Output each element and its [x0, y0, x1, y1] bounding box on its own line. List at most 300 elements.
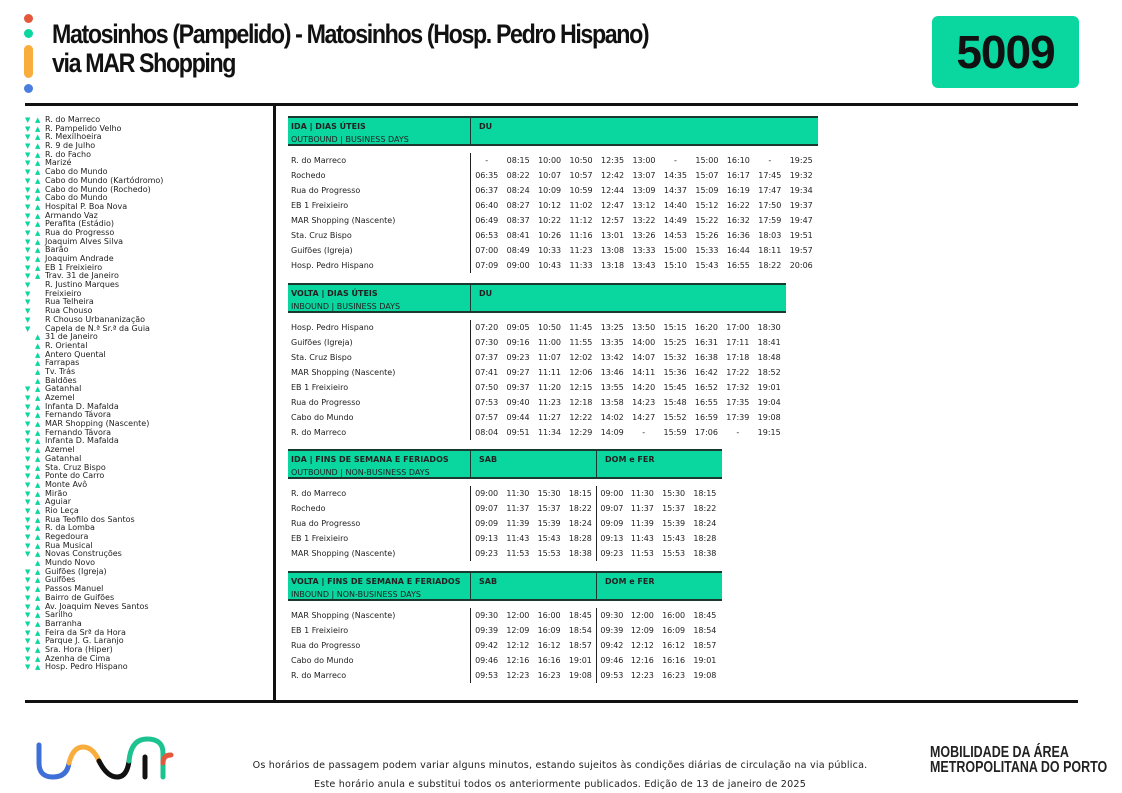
departure-time: 17:35	[726, 398, 750, 407]
table-row	[288, 623, 722, 638]
departure-time: -	[736, 428, 740, 437]
departure-time: 11:43	[506, 534, 530, 543]
stop-name: R. do Marreco	[288, 425, 471, 440]
departure-time: 09:27	[506, 368, 530, 377]
stop-name: 31 de Janeiro	[45, 332, 98, 342]
departure-time: 14:40	[663, 201, 687, 210]
inbound-arrow-icon: ▲	[35, 637, 41, 646]
departure-time: 17:50	[758, 201, 782, 210]
table-header	[288, 283, 786, 313]
stop-name: Guifões (Igreja)	[45, 566, 107, 576]
outbound-arrow-icon	[25, 368, 35, 377]
departure-time: 18:48	[757, 353, 781, 362]
logo-bar-orange	[24, 45, 33, 78]
table-row	[288, 425, 786, 440]
logo-dot-red	[24, 14, 33, 23]
departure-time: 18:15	[568, 489, 592, 498]
outbound-arrow-icon: ▼	[25, 194, 31, 203]
departure-time: 19:37	[789, 201, 813, 210]
stop-name: Sta. Cruz Bispo	[288, 350, 471, 365]
departure-time: 13:55	[600, 383, 624, 392]
column-divider	[273, 105, 276, 702]
stop-name: Passos Manuel	[45, 584, 104, 594]
departure-time: 16:12	[662, 641, 686, 650]
departure-time: 13:08	[601, 246, 625, 255]
departure-time: 09:40	[506, 398, 530, 407]
outbound-arrow-icon: ▼	[25, 402, 31, 411]
inbound-arrow-icon: ▲	[35, 602, 41, 611]
stop-name: Trav. 31 de Janeiro	[45, 271, 119, 281]
departure-time: 12:12	[630, 641, 654, 650]
departure-time: 15:09	[695, 186, 719, 195]
stop-name: Rochedo	[288, 501, 471, 516]
departure-time: 11:43	[630, 534, 654, 543]
departure-time: 16:31	[694, 338, 718, 347]
departure-time: 19:51	[789, 231, 813, 240]
table-row	[288, 410, 786, 425]
departure-time: 12:16	[630, 656, 654, 665]
departure-time: 11:55	[569, 338, 593, 347]
table-title: IDA | DIAS ÚTEIS	[291, 122, 366, 131]
authority-line1: MOBILIDADE DA ÁREA	[930, 744, 1069, 761]
departure-time: 15:15	[663, 323, 687, 332]
stop-name: Perafita (Estádio)	[45, 219, 114, 229]
stop-name: Azemel	[45, 445, 75, 455]
departure-time: 07:20	[475, 323, 499, 332]
inbound-arrow-icon: ▲	[35, 168, 41, 177]
inbound-arrow-icon: ▲	[35, 533, 41, 541]
inbound-arrow-icon: ▲	[35, 524, 41, 533]
outbound-arrow-icon: ▼	[25, 472, 31, 481]
table-subtitle: OUTBOUND | NON-BUSINESS DAYS	[291, 468, 430, 477]
outbound-arrow-icon: ▼	[25, 272, 31, 281]
departure-time: 12:00	[630, 611, 654, 620]
departure-time: 11:07	[537, 353, 561, 362]
departure-time: -	[768, 156, 772, 165]
outbound-arrow-icon: ▼	[25, 454, 31, 463]
table-header-label	[288, 285, 471, 311]
outbound-arrow-icon: ▼	[25, 168, 31, 177]
stop-name: Guifões (Igreja)	[288, 335, 471, 350]
departure-time: 11:39	[630, 519, 654, 528]
inbound-arrow-icon: ▲	[35, 150, 41, 159]
inbound-arrow-icon: ▲	[35, 541, 41, 550]
stop-name: Rua Teofilo dos Santos	[45, 514, 135, 524]
departure-time: 07:50	[475, 383, 499, 392]
inbound-arrow-icon: ▲	[35, 515, 41, 524]
route-number-badge: 5009	[932, 16, 1079, 88]
bottom-divider	[25, 700, 1078, 703]
departure-time: 19:01	[757, 383, 781, 392]
inbound-arrow-icon: ▲	[35, 585, 41, 594]
outbound-arrow-icon: ▼	[25, 315, 31, 324]
outbound-arrow-icon: ▼	[25, 524, 31, 533]
stop-name: MAR Shopping (Nascente)	[288, 365, 471, 380]
table-subtitle: INBOUND | NON-BUSINESS DAYS	[291, 590, 421, 599]
table-row	[288, 228, 818, 243]
inbound-arrow-icon: ▲	[35, 194, 41, 203]
inbound-arrow-icon: ▲	[35, 489, 41, 498]
departure-time: 11:11	[537, 368, 561, 377]
outbound-arrow-icon: ▼	[25, 602, 31, 611]
outbound-arrow-icon: ▼	[25, 611, 31, 620]
departure-time: 09:42	[600, 641, 624, 650]
departure-time: 06:37	[475, 186, 499, 195]
departure-time: 18:52	[757, 368, 781, 377]
departure-time: 16:44	[726, 246, 750, 255]
outbound-arrow-icon	[25, 559, 35, 568]
departure-time: 19:34	[789, 186, 813, 195]
outbound-arrow-icon: ▼	[25, 385, 31, 394]
inbound-arrow-icon: ▲	[35, 359, 41, 368]
departure-time: 09:07	[475, 504, 499, 513]
stop-name: Hosp. Pedro Hispano	[288, 320, 471, 335]
stop-name: Capela de N.ª Sr.ª da Guia	[45, 323, 150, 333]
inbound-arrow-icon: ▲	[35, 645, 41, 654]
stop-name: MAR Shopping (Nascente)	[288, 608, 471, 623]
departure-time: 15:33	[695, 246, 719, 255]
departure-time: 13:58	[600, 398, 624, 407]
stop-name: Infanta D. Mafalda	[45, 401, 119, 411]
departure-time: 08:22	[506, 171, 530, 180]
departure-time: 13:22	[632, 216, 656, 225]
departure-time: 09:30	[600, 611, 624, 620]
table-inbound-weekend	[288, 571, 722, 683]
departure-time: 09:53	[600, 671, 624, 680]
outbound-arrow-icon	[25, 333, 35, 342]
table-row	[288, 213, 818, 228]
departure-time: 11:30	[630, 489, 654, 498]
table-row	[288, 546, 722, 561]
table-row	[288, 258, 818, 273]
inbound-arrow-icon: ▲	[35, 142, 41, 151]
departure-time: 16:09	[537, 626, 561, 635]
stop-name: Rua do Progresso	[45, 227, 115, 237]
departure-time: 19:25	[789, 156, 813, 165]
table-header	[288, 571, 722, 601]
departure-time: 10:59	[569, 186, 593, 195]
departure-time: 12:06	[569, 368, 593, 377]
table-row	[288, 320, 786, 335]
stop-name: Cabo do Mundo	[288, 653, 471, 668]
departure-time: 11:23	[569, 246, 593, 255]
stop-name: MAR Shopping (Nascente)	[288, 213, 471, 228]
inbound-arrow-icon: ▲	[35, 611, 41, 620]
table-row	[288, 653, 722, 668]
departure-time: 15:45	[663, 383, 687, 392]
inbound-arrow-icon	[35, 290, 45, 299]
stop-name: Rua Telheira	[45, 297, 94, 307]
departure-time: 16:10	[726, 156, 750, 165]
inbound-arrow-icon: ▲	[35, 472, 41, 481]
stop-name: Bairro de Guifões	[45, 592, 115, 602]
stop-list	[25, 116, 163, 672]
departure-time: 11:16	[569, 231, 593, 240]
table-row	[288, 153, 818, 168]
table-row	[288, 198, 818, 213]
inbound-arrow-icon	[35, 281, 45, 290]
departure-time: 14:53	[663, 231, 687, 240]
departure-time: 10:50	[569, 156, 593, 165]
departure-time: 11:53	[630, 549, 654, 558]
inbound-arrow-icon: ▲	[35, 506, 41, 515]
stop-name: Sta. Cruz Bispo	[45, 462, 106, 472]
inbound-arrow-icon: ▲	[35, 220, 41, 229]
inbound-arrow-icon: ▲	[35, 333, 41, 342]
departure-time: 15:37	[537, 504, 561, 513]
departure-time: 12:18	[569, 398, 593, 407]
departure-time: 13:00	[632, 156, 656, 165]
departure-time: 09:00	[475, 489, 499, 498]
departure-time: 17:45	[758, 171, 782, 180]
departure-time: 17:00	[726, 323, 750, 332]
departure-time: 16:42	[694, 368, 718, 377]
outbound-arrow-icon: ▼	[25, 394, 31, 402]
departure-time: 19:01	[693, 656, 717, 665]
inbound-arrow-icon	[35, 316, 45, 325]
inbound-arrow-icon: ▲	[35, 263, 41, 272]
table-row	[288, 638, 722, 653]
stop-name: Regedoura	[45, 532, 89, 541]
departure-time: 19:08	[693, 671, 717, 680]
departure-time: 18:22	[568, 504, 592, 513]
stop-name: Joaquim Andrade	[45, 254, 114, 263]
day-type-label: DU	[479, 289, 493, 298]
table-row	[288, 335, 786, 350]
departure-time: 14:35	[663, 171, 687, 180]
departure-time: 19:01	[568, 656, 592, 665]
departure-time: 09:09	[475, 519, 499, 528]
stop-name: Rochedo	[288, 168, 471, 183]
departure-time: 16:00	[537, 611, 561, 620]
stop-name: Cabo do Mundo	[288, 410, 471, 425]
departure-time: 12:15	[569, 383, 593, 392]
departure-time: 18:11	[758, 246, 782, 255]
inbound-arrow-icon: ▲	[35, 402, 41, 411]
inbound-arrow-icon: ▲	[35, 593, 41, 602]
stop-name: Parque J. G. Laranjo	[45, 636, 124, 646]
stop-name: Barão	[45, 245, 69, 255]
departure-time: 07:53	[475, 398, 499, 407]
stop-name: Armando Vaz	[45, 210, 98, 220]
departure-time: 06:49	[475, 216, 499, 225]
departure-time: 12:22	[569, 413, 593, 422]
departure-time: 09:44	[506, 413, 530, 422]
departure-time: 13:09	[632, 186, 656, 195]
departure-time: 15:30	[662, 489, 686, 498]
table-header-label	[288, 451, 471, 477]
logo-dot-green	[24, 29, 33, 38]
inbound-arrow-icon: ▲	[35, 663, 41, 672]
departure-time: 14:37	[663, 186, 687, 195]
outbound-arrow-icon: ▼	[25, 255, 31, 263]
inbound-arrow-icon: ▲	[35, 446, 41, 455]
inbound-arrow-icon: ▲	[35, 341, 41, 350]
departure-time: 12:12	[506, 641, 530, 650]
table-header-label	[288, 118, 471, 144]
outbound-arrow-icon	[25, 377, 35, 386]
departure-time: 14:27	[632, 413, 656, 422]
outbound-arrow-icon	[25, 342, 35, 351]
inbound-arrow-icon: ▲	[35, 350, 41, 359]
stop-name: EB 1 Freixieiro	[288, 380, 471, 395]
departure-time: 17:47	[758, 186, 782, 195]
inbound-arrow-icon: ▲	[35, 159, 41, 168]
outbound-arrow-icon: ▼	[25, 133, 31, 142]
inbound-arrow-icon: ▲	[35, 428, 41, 437]
departure-time: 10:33	[538, 246, 562, 255]
stop-name: Gatanhal	[45, 384, 82, 394]
stop-name: Farrapas	[45, 358, 80, 368]
departure-time: 16:00	[662, 611, 686, 620]
departure-time: 09:23	[600, 549, 624, 558]
table-row	[288, 365, 786, 380]
departure-time: 16:55	[694, 398, 718, 407]
departure-time: 18:54	[568, 626, 592, 635]
day-type-label: DOM e FER	[596, 573, 721, 599]
table-row	[288, 486, 722, 501]
departure-time: 19:08	[757, 413, 781, 422]
inbound-arrow-icon: ▲	[35, 628, 41, 637]
stop-name: Rua Chouso	[45, 306, 93, 316]
departure-time: 12:35	[601, 156, 625, 165]
departure-time: 18:57	[568, 641, 592, 650]
day-type-label: DU	[479, 122, 493, 131]
inbound-arrow-icon: ▲	[35, 619, 41, 628]
departure-time: 08:49	[506, 246, 530, 255]
outbound-arrow-icon: ▼	[25, 185, 31, 194]
departure-time: 08:04	[475, 428, 499, 437]
departure-time: 11:39	[506, 519, 530, 528]
stop-name: Mundo Novo	[45, 558, 96, 568]
departure-time: 12:42	[601, 171, 625, 180]
departure-time: 10:50	[537, 323, 561, 332]
outbound-arrow-icon: ▼	[25, 489, 31, 498]
table-row	[288, 608, 722, 623]
departure-time: 18:22	[758, 261, 782, 270]
outbound-arrow-icon: ▼	[25, 124, 31, 133]
departure-time: 18:38	[693, 549, 717, 558]
departure-time: 11:23	[537, 398, 561, 407]
departure-time: 16:09	[662, 626, 686, 635]
stop-name: Azemel	[45, 393, 75, 402]
logo-dot-blue	[24, 84, 33, 93]
stop-name: Fernando Távora	[45, 427, 112, 437]
stop-name: EB 1 Freixieiro	[45, 262, 103, 272]
departure-time: 13:43	[632, 261, 656, 270]
outbound-arrow-icon: ▼	[25, 628, 31, 637]
stop-name: Sra. Hora (Hiper)	[45, 644, 113, 654]
stop-name: MAR Shopping (Nascente)	[45, 419, 150, 429]
departure-time: 17:59	[758, 216, 782, 225]
stop-name: R Chouso Urbananização	[45, 314, 146, 324]
departure-time: 09:07	[600, 504, 624, 513]
departure-time: 13:12	[632, 201, 656, 210]
departure-time: 07:41	[475, 368, 499, 377]
departure-time: 09:51	[506, 428, 530, 437]
departure-time: 11:12	[569, 216, 593, 225]
inbound-arrow-icon: ▲	[35, 567, 41, 576]
departure-time: -	[674, 156, 677, 165]
table-row	[288, 668, 722, 683]
departure-time: 17:11	[726, 338, 750, 347]
table-row	[288, 168, 818, 183]
departure-time: 12:09	[506, 626, 530, 635]
departure-time: 15:00	[663, 246, 687, 255]
inbound-arrow-icon: ▲	[35, 237, 41, 246]
table-row	[288, 243, 818, 258]
departure-time: -	[642, 428, 646, 437]
departure-time: 08:15	[506, 156, 530, 165]
inbound-arrow-icon: ▲	[35, 420, 41, 429]
stop-name: R. do Marreco	[288, 668, 471, 683]
inbound-arrow-icon: ▲	[35, 654, 41, 663]
departure-time: 19:47	[789, 216, 813, 225]
departure-time: 19:04	[757, 398, 781, 407]
table-row	[288, 350, 786, 365]
inbound-arrow-icon: ▲	[35, 116, 41, 124]
departure-time: 10:00	[538, 156, 562, 165]
departure-time: 10:57	[569, 171, 593, 180]
departure-time: 16:16	[537, 656, 561, 665]
stop-name: Cabo do Mundo (Kartódromo)	[45, 175, 164, 185]
stop-name: MAR Shopping (Nascente)	[288, 546, 471, 561]
departure-time: 18:30	[757, 323, 781, 332]
outbound-arrow-icon: ▼	[25, 176, 31, 185]
outbound-arrow-icon: ▼	[25, 567, 31, 576]
outbound-arrow-icon: ▼	[25, 211, 31, 220]
inbound-arrow-icon: ▲	[35, 185, 41, 194]
route-title	[52, 20, 648, 78]
departure-time: 18:03	[758, 231, 782, 240]
departure-time: 16:23	[537, 671, 561, 680]
stop-name: Cabo do Mundo	[45, 193, 108, 203]
departure-time: 16:38	[694, 353, 718, 362]
departure-time: 11:34	[537, 428, 561, 437]
departure-time: 07:37	[475, 353, 499, 362]
departure-time: 12:00	[506, 611, 530, 620]
departure-time: 09:23	[475, 549, 499, 558]
departure-time: 19:15	[757, 428, 781, 437]
departure-time: 09:16	[506, 338, 530, 347]
departure-time: 12:09	[630, 626, 654, 635]
departure-time: 18:28	[693, 534, 717, 543]
departure-time: 15:30	[537, 489, 561, 498]
top-divider	[25, 103, 1078, 106]
departure-time: 12:57	[601, 216, 625, 225]
outbound-arrow-icon: ▼	[25, 437, 31, 446]
departure-time: 13:35	[600, 338, 624, 347]
inbound-arrow-icon: ▲	[35, 376, 41, 385]
table-header	[288, 116, 818, 146]
outbound-arrow-icon: ▼	[25, 246, 31, 255]
day-type-label: SAB	[479, 455, 498, 464]
table-row	[288, 516, 722, 531]
stop-name: R. Mexilhoeira	[45, 132, 102, 142]
stop-name: Novas Construções	[45, 549, 122, 559]
departure-time: 15:26	[695, 231, 719, 240]
departure-time: 07:30	[475, 338, 499, 347]
departure-time: 11:37	[630, 504, 654, 513]
inbound-arrow-icon: ▲	[35, 228, 41, 237]
stop-name: Rua do Progresso	[288, 638, 471, 653]
day-type-label: DOM e FER	[596, 451, 721, 477]
departure-time: 15:32	[663, 353, 687, 362]
departure-time: 13:33	[632, 246, 656, 255]
table-row	[288, 395, 786, 410]
stop-name: Tv. Trás	[45, 366, 76, 376]
departure-time: 18:57	[693, 641, 717, 650]
